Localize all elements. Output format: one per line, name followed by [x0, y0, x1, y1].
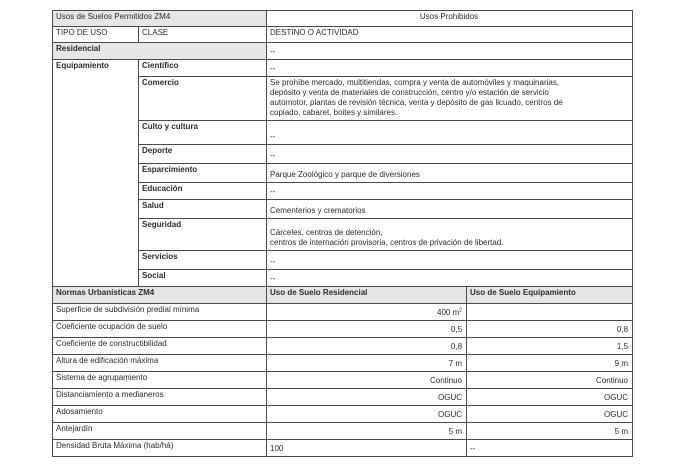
- destino-cell-comercio: [267, 77, 633, 121]
- clase-cell: Culto y cultura: [139, 121, 267, 145]
- norma-label: Altura de edificación máxima: [53, 355, 267, 372]
- norma-label: Distanciamiento a medianeros: [53, 389, 267, 406]
- norma-residencial: OGUC: [267, 389, 467, 406]
- destino-line: copiado, cabaret, boites y similares.: [270, 108, 398, 117]
- table-subheader-row: [53, 27, 633, 43]
- table-row: [53, 270, 633, 287]
- table-row: [53, 440, 633, 457]
- table-header-row: [53, 11, 633, 27]
- table-row: [53, 423, 633, 440]
- destino-residencial: --: [267, 43, 633, 60]
- clase-cell: Comercio: [139, 77, 267, 121]
- destino-line: Cárceles, centros de detención,: [270, 228, 383, 237]
- clase-cell: Esparcimiento: [139, 164, 267, 183]
- table-row: [53, 355, 633, 372]
- normas-col-residencial: Uso de Suelo Residencial: [267, 287, 467, 304]
- norma-label: Superficie de subdivisión predial mínima: [53, 304, 267, 321]
- header-permitted: Usos de Suelos Permitidos ZM4: [53, 11, 267, 27]
- destino-line: depósito y venta de materiales de construcción, centro y/o estación de servicio: [270, 88, 549, 97]
- destino-cell: --: [267, 270, 633, 287]
- table-row: [53, 321, 633, 338]
- tipo-residencial: Residencial: [53, 43, 267, 60]
- destino-cell: --: [267, 121, 633, 145]
- norma-residencial: 100: [267, 440, 467, 457]
- destino-cell-seguridad: [267, 219, 633, 251]
- norma-residencial: OGUC: [267, 406, 467, 423]
- table-row: [53, 219, 633, 251]
- clase-cell: Educación: [139, 183, 267, 200]
- table-row: [53, 372, 633, 389]
- tipo-equipamiento: Equipamiento: [53, 60, 139, 287]
- table-row: [53, 77, 633, 121]
- destino-cell: --: [267, 145, 633, 164]
- norma-equipamiento: 5 m: [467, 423, 633, 440]
- subheader-destino: DESTINO O ACTIVIDAD: [267, 27, 633, 43]
- norma-label: Adosamiento: [53, 406, 267, 423]
- clase-cell: Deporte: [139, 145, 267, 164]
- table-row: [53, 200, 633, 219]
- norma-label: Coeficiente ocupación de suelo: [53, 321, 267, 338]
- norma-equipamiento: OGUC: [467, 389, 633, 406]
- destino-cell: Cementerios y crematorios: [267, 200, 633, 219]
- norma-equipamiento: 9 m: [467, 355, 633, 372]
- norma-equipamiento: 1,5: [467, 338, 633, 355]
- table-row: [53, 121, 633, 145]
- table-row: [53, 145, 633, 164]
- norma-residencial: [267, 304, 467, 321]
- table-row: [53, 406, 633, 423]
- norma-residencial: 0,5: [267, 321, 467, 338]
- norma-label: Densidad Bruta Máxima (hab/há): [53, 440, 267, 457]
- norma-residencial: 7 m: [267, 355, 467, 372]
- table-row: [53, 338, 633, 355]
- table-row: [53, 60, 633, 77]
- norma-equipamiento: [467, 304, 633, 321]
- clase-cell: Científico: [139, 60, 267, 77]
- zoning-table: [52, 10, 633, 457]
- norma-label: Sistema de agrupamiento: [53, 372, 267, 389]
- norma-residencial: Continuo: [267, 372, 467, 389]
- norma-equipamiento: --: [467, 440, 633, 457]
- normas-header-row: [53, 287, 633, 304]
- clase-cell: Salud: [139, 200, 267, 219]
- destino-cell: --: [267, 183, 633, 200]
- table-row: [53, 304, 633, 321]
- normas-col-equipamiento: Uso de Suelo Equipamiento: [467, 287, 633, 304]
- destino-cell: --: [267, 60, 633, 77]
- norma-equipamiento: OGUC: [467, 406, 633, 423]
- table-row: [53, 183, 633, 200]
- header-prohibited: Usos Prohibidos: [267, 11, 633, 27]
- table-row: [53, 389, 633, 406]
- destino-cell: --: [267, 251, 633, 270]
- norma-residencial: 0,8: [267, 338, 467, 355]
- norma-value: 400 m: [437, 308, 460, 317]
- norma-equipamiento: 0,8: [467, 321, 633, 338]
- destino-line: centros de internación provisoria, centros de privación de libertad.: [270, 238, 504, 247]
- table-row: [53, 251, 633, 270]
- table-row: [53, 43, 633, 60]
- clase-cell: Social: [139, 270, 267, 287]
- subheader-tipo: TIPO DE USO: [53, 27, 139, 43]
- norma-unit-sup: 2: [459, 307, 463, 314]
- norma-residencial: 5 m: [267, 423, 467, 440]
- destino-line: automotor, plantas de revisión técnica, venta y depósito de gas licuado, centros de: [270, 98, 563, 107]
- destino-line: Se prohíbe mercado, multitiendas, compra y venta de automóviles y maquinarias,: [270, 78, 560, 87]
- clase-cell: Servicios: [139, 251, 267, 270]
- destino-cell: Parque Zoológico y parque de diversiones: [267, 164, 633, 183]
- norma-equipamiento: Continuo: [467, 372, 633, 389]
- subheader-clase: CLASE: [139, 27, 267, 43]
- norma-label: Coeficiente de constructibilidad: [53, 338, 267, 355]
- clase-cell: Seguridad: [139, 219, 267, 251]
- norma-label: Antejardín: [53, 423, 267, 440]
- normas-title: Normas Urbanísticas ZM4: [53, 287, 267, 304]
- table-row: [53, 164, 633, 183]
